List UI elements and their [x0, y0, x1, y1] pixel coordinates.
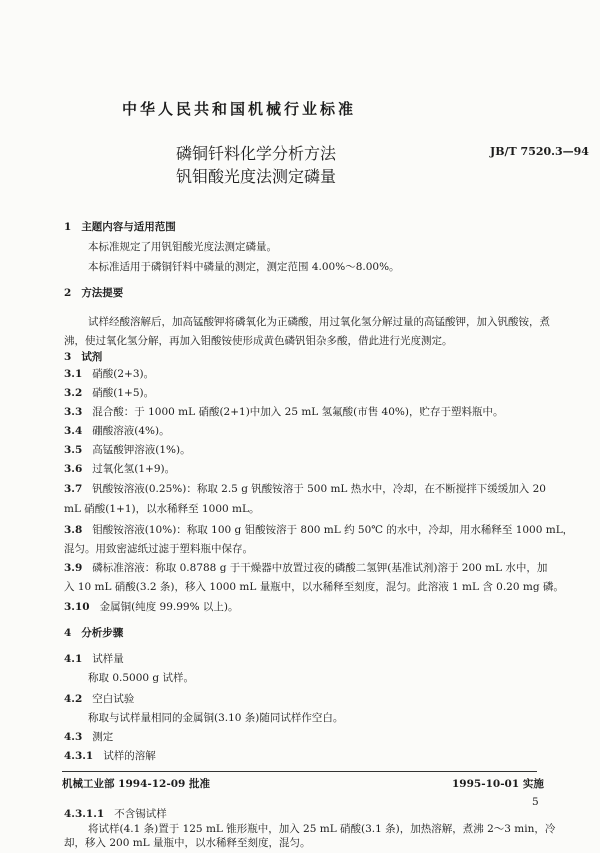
reagent-item	[64, 464, 175, 476]
section-number: 4	[64, 627, 72, 639]
paragraph: 却，移入 200 mL 量瓶中，以水稀释至刻度，混匀。	[64, 837, 311, 849]
item-text: 测定	[92, 731, 114, 743]
item-number: 3.9	[64, 562, 83, 574]
item-text: 高锰酸钾溶液(1%)。	[92, 444, 191, 456]
subsection-heading	[64, 694, 134, 706]
item-number: 3.4	[64, 425, 83, 437]
item-text: 硝酸(2+3)。	[92, 368, 155, 380]
section-3-heading	[64, 352, 102, 364]
section-title: 方法提要	[81, 287, 124, 299]
subsection-heading	[64, 732, 113, 744]
section-title: 试剂	[81, 351, 103, 363]
reagent-item	[64, 563, 547, 575]
item-text: 钒酸铵溶液(0.25%)：称取 2.5 g 钒酸铵溶于 500 mL 热水中，冷却，在不断搅拌下缓缓加入 20	[92, 483, 546, 495]
reagent-item	[64, 426, 170, 438]
standard-organization: 中华人民共和国机械行业标准	[122, 100, 357, 118]
section-title: 分析步骤	[81, 627, 124, 639]
item-text: 空白试验	[92, 693, 135, 705]
section-number: 3	[64, 351, 72, 363]
item-text: 试样的溶解	[103, 750, 156, 762]
item-text: 金属铜(纯度 99.99% 以上)。	[99, 601, 239, 613]
effective-date: 1995-10-01 实施	[452, 778, 544, 790]
item-text: 不含锡试样	[114, 808, 167, 820]
paragraph: 称取 0.5000 g 试样。	[88, 672, 194, 684]
item-text: 混合酸：于 1000 mL 硝酸(2+1)中加入 25 mL 氢氟酸(市售 40%)，贮存于塑料瓶中。	[92, 406, 504, 418]
approval-date: 机械工业部 1994-12-09 批准	[62, 778, 210, 790]
subsection-heading	[64, 751, 156, 763]
item-text: 磷标准溶液：称取 0.8788 g 于干燥器中放置过夜的磷酸二氢钾(基准试剂)溶于 200 mL 水中，加	[92, 562, 548, 574]
item-text: 硝酸(1+5)。	[92, 387, 155, 399]
standard-code: JB/T 7520.3—94	[490, 145, 589, 158]
reagent-item	[64, 602, 238, 614]
paragraph: 将试样(4.1 条)置于 125 mL 锥形瓶中，加入 25 mL 硝酸(3.1 条)，加热溶解，煮沸 2～3 min，冷	[88, 823, 556, 835]
section-4-heading	[64, 628, 123, 640]
item-continuation: 入 10 mL 硝酸(3.2 条)，移入 1000 mL 量瓶中，以水稀释至刻度，混匀。此溶液 1 mL 含 0.20 mg 磷。	[64, 581, 564, 593]
paragraph: 本标准规定了用钒钼酸光度法测定磷量。	[88, 241, 277, 253]
item-text: 过氧化氢(1+9)。	[92, 463, 176, 475]
item-number: 4.3	[64, 731, 83, 743]
item-number: 4.3.1.1	[64, 808, 105, 820]
item-text: 钼酸铵溶液(10%)：称取 100 g 钼酸铵溶于 800 mL 约 50℃ 的水中，冷却，用水稀释至 1000 mL，	[92, 524, 574, 536]
item-number: 4.3.1	[64, 750, 94, 762]
section-2-heading	[64, 288, 123, 300]
item-number: 3.6	[64, 463, 83, 475]
subsection-heading	[64, 654, 124, 666]
reagent-item	[64, 407, 503, 419]
item-number: 3.8	[64, 524, 83, 536]
paragraph: 沸，使过氧化氢分解，再加入钼酸铵使形成黄色磷钒钼杂多酸，借此进行光度测定。	[64, 335, 453, 347]
section-number: 1	[64, 221, 72, 233]
section-number: 2	[64, 287, 72, 299]
item-number: 3.2	[64, 387, 83, 399]
item-number: 4.2	[64, 693, 83, 705]
item-continuation: 混匀。用致密滤纸过滤于塑料瓶中保存。	[64, 543, 253, 555]
reagent-item	[64, 484, 546, 496]
paragraph: 试样经酸溶解后，加高锰酸钾将磷氧化为正磷酸，用过氧化氢分解过量的高锰酸钾，加入钒酸铵，煮	[88, 316, 550, 328]
page-number: 5	[532, 796, 539, 808]
section-title: 主题内容与适用范围	[81, 221, 176, 233]
paragraph: 称取与试样量相同的金属铜(3.10 条)随同试样作空白。	[88, 712, 344, 724]
item-number: 3.5	[64, 444, 83, 456]
item-number: 3.10	[64, 601, 90, 613]
document-title-line1: 磷铜钎料化学分析方法	[176, 144, 337, 163]
reagent-item	[64, 445, 191, 457]
reagent-item	[64, 525, 573, 537]
item-number: 4.1	[64, 653, 83, 665]
item-number: 3.1	[64, 368, 83, 380]
item-number: 3.3	[64, 406, 83, 418]
item-text: 硼酸溶液(4%)。	[92, 425, 170, 437]
item-continuation: mL 硝酸(1+1)，以水稀释至 1000 mL。	[64, 503, 260, 515]
document-title-line2: 钒钼酸光度法测定磷量	[176, 167, 337, 186]
footer-divider	[62, 771, 537, 772]
reagent-item	[64, 369, 154, 381]
reagent-item	[64, 388, 154, 400]
section-1-heading	[64, 222, 176, 234]
item-number: 3.7	[64, 483, 83, 495]
subsection-heading	[64, 809, 167, 821]
item-text: 试样量	[92, 653, 124, 665]
paragraph: 本标准适用于磷铜钎料中磷量的测定，测定范围 4.00%～8.00%。	[88, 261, 400, 273]
